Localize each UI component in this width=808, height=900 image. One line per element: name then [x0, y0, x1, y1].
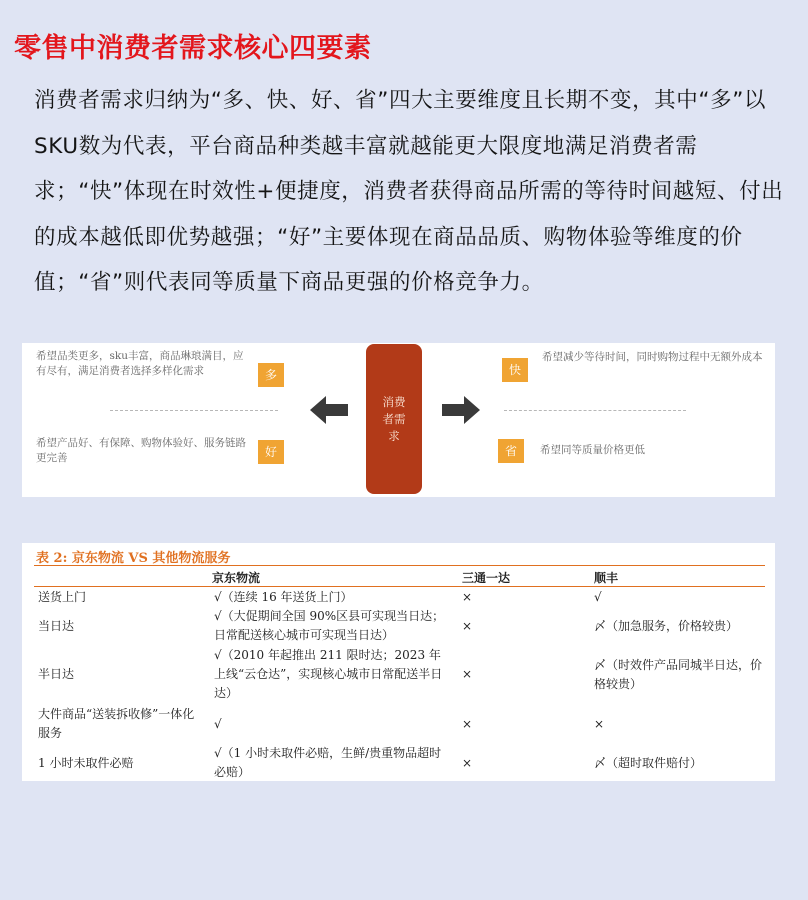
sheng-description: 希望同等质量价格更低 [540, 444, 645, 456]
right-dashed-divider [504, 410, 686, 411]
table-row-4-sf: 〆（超时取件赔付） [594, 756, 703, 770]
table-caption: 表 2: 京东物流 VS 其他物流服务 [36, 551, 231, 566]
table-row-1-sf: 〆（加急服务，价格较贵） [594, 619, 739, 633]
table-row-4-feature: 1 小时未取件必赔 [38, 756, 134, 770]
page-title: 零售中消费者需求核心四要素 [14, 33, 372, 64]
table-row-0-stoyd: × [462, 590, 473, 604]
kuai-description: 希望减少等待时间，同时购物过程中无额外成本 [542, 351, 763, 363]
intro-paragraph: 消费者需求归纳为“多、快、好、省”四大主要维度且长期不变，其中“多”以SKU数为代表，平台商品种类越丰富就越能更大限度地满足消费者需求；“快”体现在时效性+便捷度，消费者获得商品所需的等待时间越短、付出的成本越低即优势越强；“好”主要体现在商品品质、购物体验等维度的价值；“省”则代表同等质量下商品更强的价格竞争力。 [34, 88, 784, 295]
consumer-needs-label: 消费者需求 [382, 394, 406, 443]
duo-description: 希望品类更多，sku丰富，商品琳琅满目，应有尽有，满足消费者选择多样化需求 [36, 350, 244, 377]
left-dashed-divider [110, 410, 278, 411]
table-row-3-sf: × [594, 717, 605, 731]
hao-badge: 好 [258, 440, 284, 464]
table-top-rule [34, 565, 765, 566]
table-row-4-stoyd: × [462, 756, 473, 770]
table-row-1-jd: √（大促期间全国 90%区县可实现当日达；日常配送核心城市可实现当日达） [214, 609, 445, 642]
table-row-4-jd: √（1 小时未取件必赔，生鲜/贵重物品超时必赔） [214, 746, 442, 779]
sheng-badge: 省 [498, 439, 524, 463]
header-sf: 顺丰 [594, 571, 619, 585]
arrow-left-icon [310, 395, 350, 425]
table-row-2-jd: √（2010 年起推出 211 限时达；2023 年上线“云仓达”，实现核心城市日常配送半日达） [214, 648, 443, 700]
table-row-3-feature: 大件商品“送装拆收修”一体化服务 [38, 707, 195, 740]
consumer-needs-box [366, 344, 422, 494]
header-jd: 京东物流 [212, 571, 261, 585]
duo-badge: 多 [258, 363, 284, 387]
table-header-rule [34, 586, 765, 587]
table-row-2-sf: 〆（时效件产品同城半日达，价格较贵） [594, 658, 763, 691]
logistics-comparison-table [22, 543, 775, 781]
four-elements-diagram [22, 343, 775, 497]
header-stoyd: 三通一达 [462, 571, 511, 585]
table-row-2-stoyd: × [462, 667, 473, 681]
table-row-0-sf: √ [594, 590, 602, 604]
table-row-0-jd: √（连续 16 年送货上门） [214, 590, 353, 604]
table-row-1-feature: 当日达 [38, 619, 75, 633]
hao-description: 希望产品好、有保障、购物体验好、服务链路更完善 [36, 437, 246, 464]
table-row-2-feature: 半日达 [38, 667, 75, 681]
table-row-3-stoyd: × [462, 717, 473, 731]
table-row-3-jd: √ [214, 717, 222, 731]
arrow-right-icon [440, 395, 480, 425]
kuai-badge: 快 [502, 358, 528, 382]
table-row-0-feature: 送货上门 [38, 590, 87, 604]
table-row-1-stoyd: × [462, 619, 473, 633]
